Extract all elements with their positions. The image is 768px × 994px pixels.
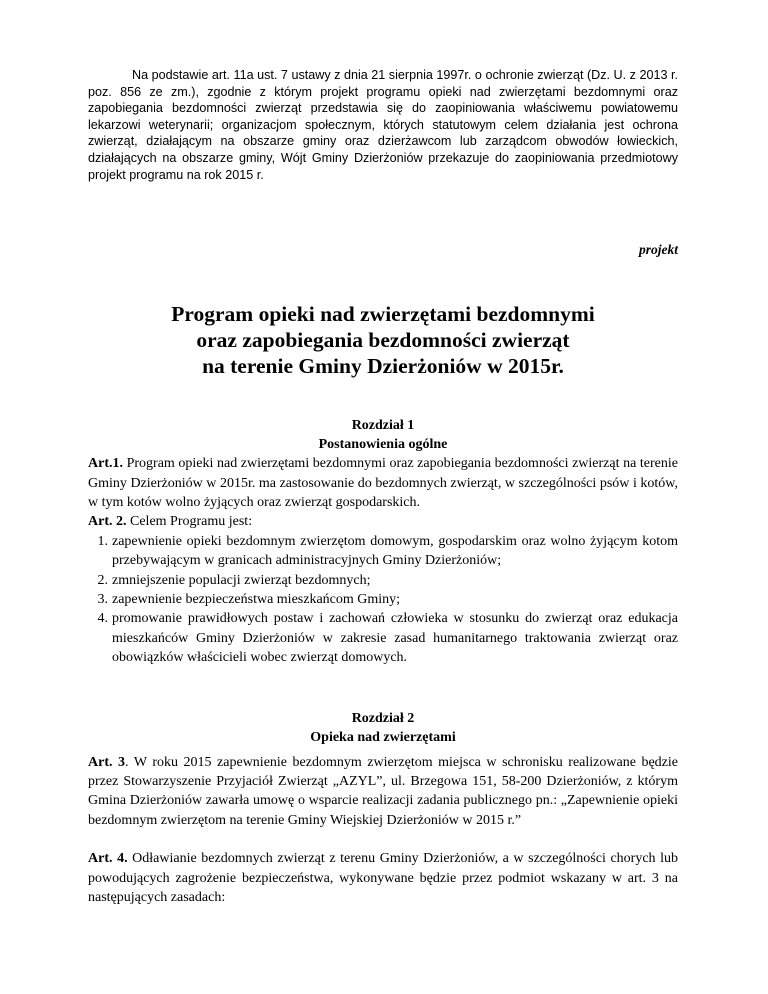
article-1-label: Art.1. (88, 456, 123, 472)
article-1-text: Program opieki nad zwierzętami bezdomnymi oraz zapobiegania bezdomności zwierząt na terenie Gminy Dzierżoniów w 2015r. ma zastosowanie do bezdomnych zwierząt, w szczególności psów i kotów, w tym kotów wolno żyjących oraz zwierząt gospodarskich. (88, 456, 678, 510)
article-4-label: Art. 4. (88, 851, 128, 867)
chapter-1-name: Postanowienia ogólne (318, 437, 448, 453)
chapter-1-number: Rozdział 1 (351, 418, 415, 434)
article-3 (88, 753, 678, 831)
list-item (88, 532, 678, 571)
goals-list (88, 532, 678, 668)
chapter-2-number: Rozdział 2 (351, 710, 415, 726)
title-line-1: Program opieki nad zwierzętami bezdomnymi (171, 302, 595, 327)
chapter-2-name: Opieka nad zwierzętami (310, 729, 456, 745)
list-item-text: zapewnienie opieki bezdomnym zwierzętom domowym, gospodarskim oraz wolno żyjącym kotom przebywającym w granicach administracyjnych Gminy Dzierżoniów; (112, 533, 678, 569)
chapter-1-heading (88, 416, 678, 454)
title-line-3: na terenie Gminy Dzierżoniów w 2015r. (202, 354, 564, 379)
article-4-text: Odławianie bezdomnych zwierząt z terenu Gminy Dzierżoniów, a w szczególności chorych lub powodujących zagrożenie bezpieczeństwa, wykonywane będzie przez podmiot wskazany w art. 3 na następujących zasadach: (88, 851, 678, 906)
intro-paragraph: Na podstawie art. 11a ust. 7 ustawy z dnia 21 sierpnia 1997r. o ochronie zwierząt (Dz. U. z 2013 r. poz. 856 ze zm.), zgodnie z którym projekt programu opieki nad zwierzętami bezdomnymi oraz zapobiegania bezdomności zwierząt przedstawia się do zaopiniowania właściwemu powiatowemu lekarzowi weterynarii; organizacjom społecznym, których statutowym celem działania jest ochrona zwierząt, działającym na obszarze gminy oraz dzierżawcom lub zarządcom obwodów łowieckich, działających na obszarze gminy, Wójt Gminy Dzierżoniów przekazuje do zaopiniowania przedmiotowy projekt programu na rok 2015 r. (88, 68, 678, 182)
list-item-number: 1. (97, 533, 108, 549)
list-item-number: 4. (97, 611, 108, 627)
article-2-text: Celem Programu jest: (126, 514, 253, 530)
article-4 (88, 849, 678, 907)
title-line-2: oraz zapobiegania bezdomności zwierząt (196, 328, 570, 353)
article-3-label: Art. 3 (88, 754, 126, 770)
article-2 (88, 512, 678, 531)
list-item-number: 3. (97, 592, 108, 607)
list-item (88, 609, 678, 667)
article-2-label: Art. 2. (88, 514, 127, 530)
list-item-text: zapewnienie bezpieczeństwa mieszkańcom Gminy; (112, 592, 401, 607)
list-item-number: 2. (97, 572, 108, 588)
document-page (88, 67, 678, 907)
document-title (88, 301, 678, 379)
article-3-text: . W roku 2015 zapewnienie bezdomnym zwierzętom miejsca w schronisku realizowane będzie przez Stowarzyszenie Przyjaciół Zwierząt „AZYL”, ul. Brzegowa 151, 58-200 Dzierżoniów, z którym Gmina Dzierżoniów zawarła umowę o wsparcie realizacji zadania publicznego pn.: „Zapewnienie opieki bezdomnym zwierzętom na terenie Gminy Wiejskiej Dzierżoniów w 2015 r.” (88, 754, 678, 828)
chapter-2-heading (88, 709, 678, 747)
list-item-text: promowanie prawidłowych postaw i zachowań człowieka w stosunku do zwierząt oraz edukacja mieszkańców Gminy Dzierżoniów w zakresie zasad humanitarnego traktowania zwierząt oraz obowiązków właścicieli wobec zwierząt domowych. (112, 611, 678, 666)
list-item (88, 590, 678, 609)
list-item-text: zmniejszenie populacji zwierząt bezdomnych; (112, 572, 371, 588)
draft-label: projekt (639, 242, 678, 258)
list-item (88, 571, 678, 590)
article-1 (88, 454, 678, 512)
